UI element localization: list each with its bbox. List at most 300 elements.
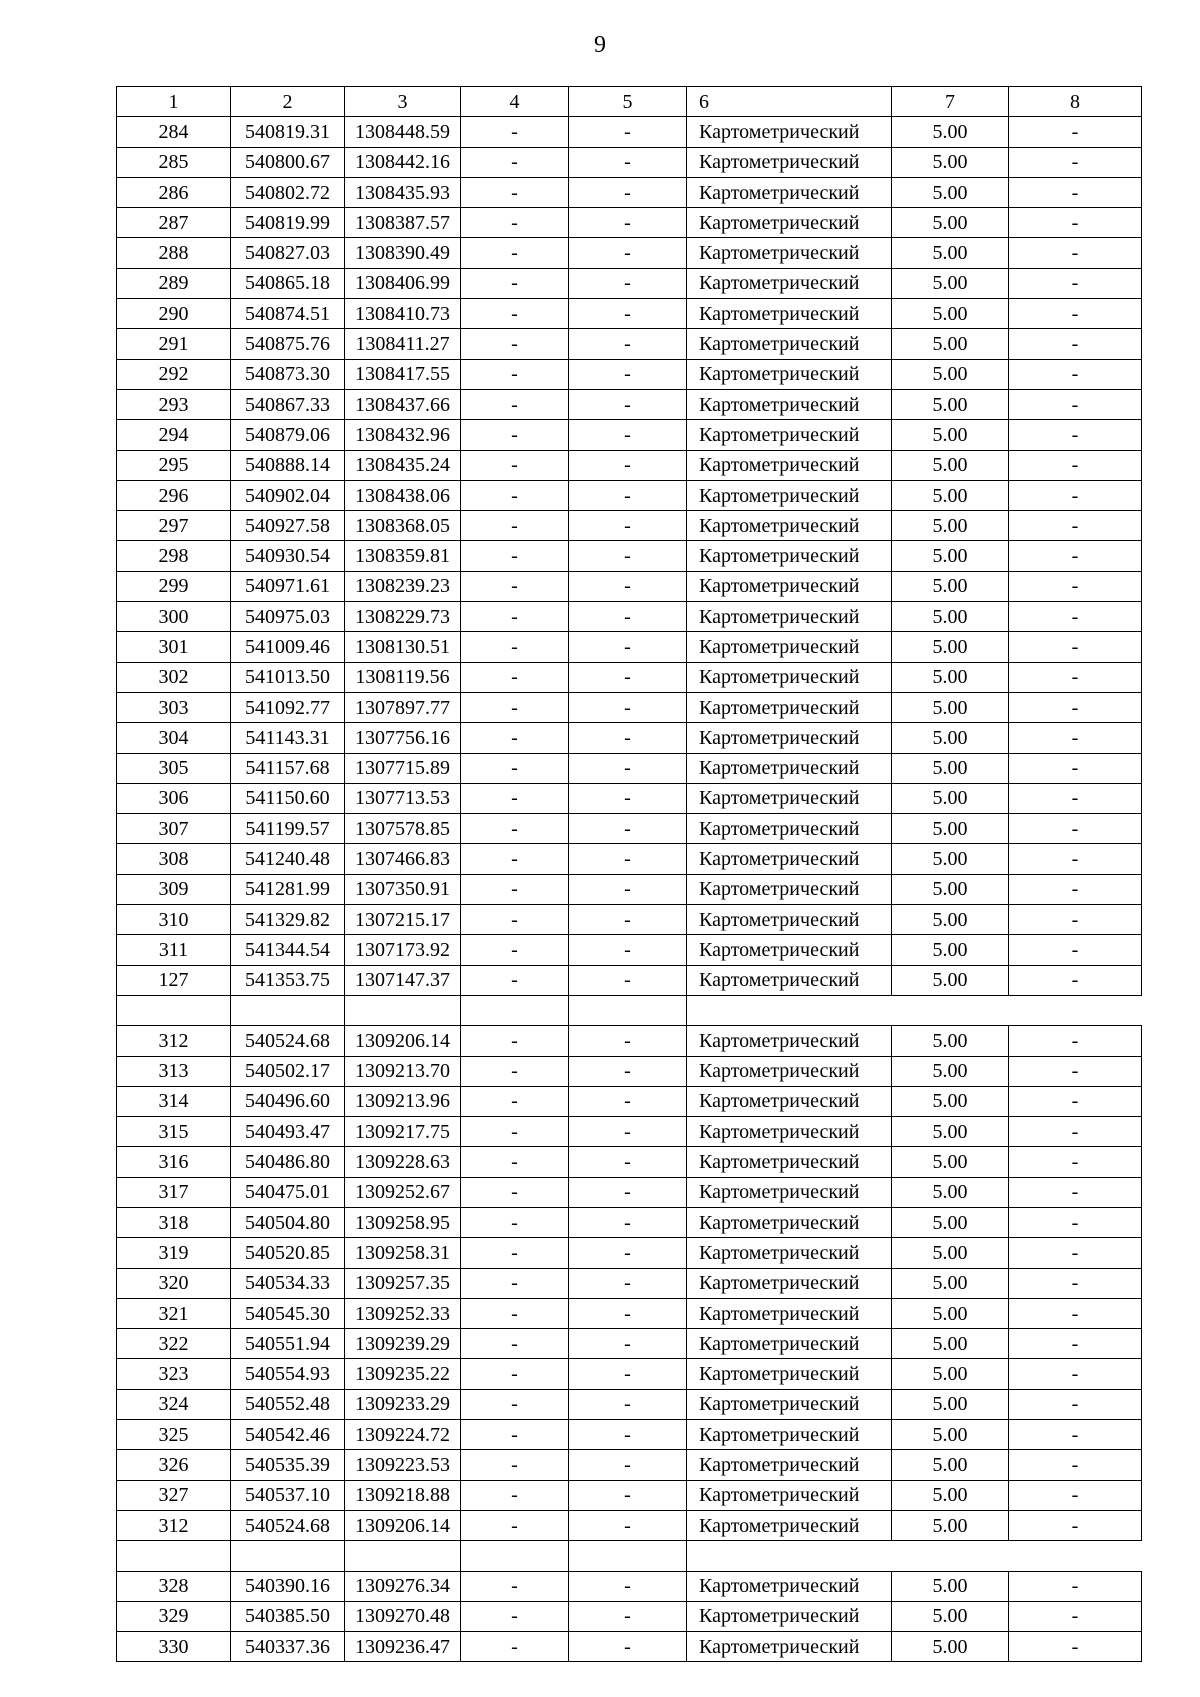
table-cell: 296	[117, 480, 231, 510]
table-row	[117, 1510, 1142, 1540]
table-cell: -	[569, 723, 687, 753]
table-row	[117, 1056, 1142, 1086]
table-cell: 306	[117, 783, 231, 813]
table-cell: 540975.03	[231, 602, 345, 632]
table-cell: -	[1009, 783, 1142, 813]
table-cell: 540902.04	[231, 480, 345, 510]
table-cell: Картометрический	[687, 329, 892, 359]
table-cell: -	[461, 1147, 569, 1177]
table-cell: 293	[117, 389, 231, 419]
table-cell: 1309276.34	[345, 1571, 461, 1601]
table-cell: 1308442.16	[345, 147, 461, 177]
table-cell: -	[569, 1207, 687, 1237]
table-cell: 1309217.75	[345, 1117, 461, 1147]
table-cell: -	[461, 450, 569, 480]
table-cell: 1308359.81	[345, 541, 461, 571]
table-cell: 5.00	[892, 1177, 1009, 1207]
table-cell: -	[569, 1450, 687, 1480]
table-row	[117, 359, 1142, 389]
table-cell: Картометрический	[687, 1086, 892, 1116]
table-cell: 1309213.70	[345, 1056, 461, 1086]
table-cell: 541013.50	[231, 662, 345, 692]
header-cell: 6	[687, 87, 892, 117]
table-cell: -	[1009, 1268, 1142, 1298]
table-cell: 326	[117, 1450, 231, 1480]
table-cell: -	[1009, 299, 1142, 329]
table-cell: -	[569, 450, 687, 480]
table-cell: 540879.06	[231, 420, 345, 450]
table-row	[117, 632, 1142, 662]
table-row	[117, 1329, 1142, 1359]
table-cell: -	[569, 1601, 687, 1631]
table-cell: 5.00	[892, 1026, 1009, 1056]
table-cell: 1309257.35	[345, 1268, 461, 1298]
table-cell: -	[461, 420, 569, 450]
table-cell: 5.00	[892, 177, 1009, 207]
table-cell: Картометрический	[687, 480, 892, 510]
table-cell: 1308406.99	[345, 268, 461, 298]
table-cell: -	[569, 1117, 687, 1147]
table-cell: 323	[117, 1359, 231, 1389]
table-cell: 5.00	[892, 480, 1009, 510]
table-row	[117, 723, 1142, 753]
empty-cell	[569, 1541, 687, 1571]
table-cell: Картометрический	[687, 632, 892, 662]
table-cell: 313	[117, 1056, 231, 1086]
table-cell: 289	[117, 268, 231, 298]
table-row	[117, 1359, 1142, 1389]
table-cell: -	[1009, 329, 1142, 359]
table-cell: -	[569, 147, 687, 177]
table-cell: 1309206.14	[345, 1510, 461, 1540]
table-cell: 541150.60	[231, 783, 345, 813]
table-cell: 1309239.29	[345, 1329, 461, 1359]
table-cell: -	[569, 268, 687, 298]
table-cell: -	[569, 208, 687, 238]
table-cell: Картометрический	[687, 905, 892, 935]
table-cell: 540337.36	[231, 1632, 345, 1662]
table-cell: 5.00	[892, 389, 1009, 419]
table-cell: 286	[117, 177, 231, 207]
table-cell: Картометрический	[687, 692, 892, 722]
table-cell: 309	[117, 874, 231, 904]
table-cell: 541199.57	[231, 814, 345, 844]
table-cell: -	[569, 238, 687, 268]
table-cell: 1308239.23	[345, 571, 461, 601]
table-cell: 1309218.88	[345, 1480, 461, 1510]
table-cell: Картометрический	[687, 268, 892, 298]
empty-cell	[117, 1541, 231, 1571]
table-cell: -	[569, 1056, 687, 1086]
table-cell: Картометрический	[687, 753, 892, 783]
table-cell: 540865.18	[231, 268, 345, 298]
table-cell: -	[569, 1632, 687, 1662]
table-cell: -	[569, 935, 687, 965]
table-cell: -	[1009, 1026, 1142, 1056]
table-cell: 1309228.63	[345, 1147, 461, 1177]
table-cell: Картометрический	[687, 814, 892, 844]
table-cell: 1308410.73	[345, 299, 461, 329]
table-cell: 127	[117, 965, 231, 995]
table-cell: 5.00	[892, 723, 1009, 753]
table-cell: -	[461, 632, 569, 662]
table-cell: 1308417.55	[345, 359, 461, 389]
table-cell: 291	[117, 329, 231, 359]
table-cell: Картометрический	[687, 1601, 892, 1631]
table-cell: 5.00	[892, 238, 1009, 268]
table-row	[117, 238, 1142, 268]
table-cell: 1308130.51	[345, 632, 461, 662]
table-cell: Картометрический	[687, 450, 892, 480]
table-cell: -	[461, 480, 569, 510]
table-cell: -	[461, 935, 569, 965]
table-cell: 5.00	[892, 844, 1009, 874]
table-cell: 540390.16	[231, 1571, 345, 1601]
table-cell: Картометрический	[687, 1207, 892, 1237]
table-cell: 540502.17	[231, 1056, 345, 1086]
table-cell: 1309206.14	[345, 1026, 461, 1056]
table-cell: 540875.76	[231, 329, 345, 359]
table-cell: 5.00	[892, 329, 1009, 359]
table-cell: -	[569, 662, 687, 692]
table-cell: -	[461, 1359, 569, 1389]
table-cell: 5.00	[892, 208, 1009, 238]
table-cell: 320	[117, 1268, 231, 1298]
table-cell: 310	[117, 905, 231, 935]
table-cell: -	[569, 753, 687, 783]
table-cell: -	[569, 1389, 687, 1419]
table-cell: Картометрический	[687, 1389, 892, 1419]
table-cell: 304	[117, 723, 231, 753]
table-cell: Картометрический	[687, 965, 892, 995]
table-cell: Картометрический	[687, 1632, 892, 1662]
table-cell: -	[461, 177, 569, 207]
table-cell: -	[569, 965, 687, 995]
table-cell: -	[1009, 1510, 1142, 1540]
table-cell: -	[569, 905, 687, 935]
table-cell: Картометрический	[687, 1329, 892, 1359]
table-cell: 1308448.59	[345, 117, 461, 147]
table-cell: 5.00	[892, 117, 1009, 147]
table-cell: -	[461, 359, 569, 389]
table-cell: 1308387.57	[345, 208, 461, 238]
table-row	[117, 480, 1142, 510]
table-cell: -	[461, 723, 569, 753]
table-cell: -	[461, 753, 569, 783]
table-cell: Картометрический	[687, 147, 892, 177]
table-cell: -	[1009, 511, 1142, 541]
table-cell: -	[461, 692, 569, 722]
table-cell: 1309258.95	[345, 1207, 461, 1237]
table-cell: 540542.46	[231, 1420, 345, 1450]
table-cell: 1307897.77	[345, 692, 461, 722]
table-row	[117, 662, 1142, 692]
table-cell: 1308390.49	[345, 238, 461, 268]
table-cell: 325	[117, 1420, 231, 1450]
coordinates-table	[116, 86, 1142, 1662]
table-cell: 540552.48	[231, 1389, 345, 1419]
table-cell: 288	[117, 238, 231, 268]
table-cell: 5.00	[892, 541, 1009, 571]
table-cell: -	[569, 1480, 687, 1510]
table-cell: Картометрический	[687, 1510, 892, 1540]
header-cell: 7	[892, 87, 1009, 117]
table-cell: -	[1009, 420, 1142, 450]
table-cell: 1309258.31	[345, 1238, 461, 1268]
table-cell: 540385.50	[231, 1601, 345, 1631]
table-cell: -	[461, 541, 569, 571]
table-cell: -	[461, 1601, 569, 1631]
table-cell: 5.00	[892, 905, 1009, 935]
table-cell: 327	[117, 1480, 231, 1510]
table-cell: 285	[117, 147, 231, 177]
table-cell: -	[1009, 753, 1142, 783]
table-cell: 298	[117, 541, 231, 571]
table-cell: -	[461, 268, 569, 298]
table-row	[117, 1147, 1142, 1177]
table-cell: 284	[117, 117, 231, 147]
table-cell: Картометрический	[687, 935, 892, 965]
table-cell: -	[569, 692, 687, 722]
table-cell: 5.00	[892, 1510, 1009, 1540]
table-cell: -	[461, 965, 569, 995]
table-cell: 1307350.91	[345, 874, 461, 904]
table-cell: 1309224.72	[345, 1420, 461, 1450]
table-cell: 300	[117, 602, 231, 632]
table-row	[117, 389, 1142, 419]
table-cell: Картометрический	[687, 602, 892, 632]
table-row	[117, 1268, 1142, 1298]
table-cell: 5.00	[892, 1238, 1009, 1268]
table-cell: 5.00	[892, 1389, 1009, 1419]
table-cell: 5.00	[892, 1147, 1009, 1177]
table-cell: 5.00	[892, 359, 1009, 389]
table-cell: 5.00	[892, 602, 1009, 632]
table-cell: 1308437.66	[345, 389, 461, 419]
table-cell: 5.00	[892, 1420, 1009, 1450]
table-cell: -	[569, 1420, 687, 1450]
table-cell: 287	[117, 208, 231, 238]
table-row	[117, 692, 1142, 722]
table-row	[117, 1480, 1142, 1510]
table-cell: 328	[117, 1571, 231, 1601]
table-cell: 5.00	[892, 1632, 1009, 1662]
table-cell: -	[461, 147, 569, 177]
table-cell: -	[1009, 1450, 1142, 1480]
table-row	[117, 814, 1142, 844]
table-cell: 299	[117, 571, 231, 601]
table-cell: Картометрический	[687, 1268, 892, 1298]
table-row	[117, 1420, 1142, 1450]
table-cell: -	[569, 844, 687, 874]
table-cell: -	[569, 299, 687, 329]
table-cell: 315	[117, 1117, 231, 1147]
table-row	[117, 571, 1142, 601]
table-cell: 540524.68	[231, 1510, 345, 1540]
table-cell: -	[1009, 723, 1142, 753]
table-cell: -	[461, 1632, 569, 1662]
header-cell: 8	[1009, 87, 1142, 117]
table-cell: -	[1009, 268, 1142, 298]
table-cell: 5.00	[892, 511, 1009, 541]
table-cell: 5.00	[892, 1086, 1009, 1116]
table-cell: 308	[117, 844, 231, 874]
table-cell: 1309236.47	[345, 1632, 461, 1662]
table-cell: -	[1009, 571, 1142, 601]
table-cell: 1308438.06	[345, 480, 461, 510]
table-cell: 540800.67	[231, 147, 345, 177]
table-cell: 1309235.22	[345, 1359, 461, 1389]
table-cell: Картометрический	[687, 783, 892, 813]
table-cell: -	[569, 1177, 687, 1207]
table-cell: 302	[117, 662, 231, 692]
table-cell: -	[461, 1510, 569, 1540]
table-cell: 540867.33	[231, 389, 345, 419]
table-cell: 5.00	[892, 935, 1009, 965]
table-cell: -	[461, 874, 569, 904]
table-cell: 5.00	[892, 1298, 1009, 1328]
empty-cell	[892, 995, 1009, 1025]
table-cell: 540927.58	[231, 511, 345, 541]
table-cell: -	[1009, 1389, 1142, 1419]
table-cell: 540888.14	[231, 450, 345, 480]
table-cell: Картометрический	[687, 541, 892, 571]
table-cell: -	[1009, 480, 1142, 510]
table-cell: 5.00	[892, 450, 1009, 480]
table-cell: -	[1009, 1207, 1142, 1237]
table-row	[117, 1601, 1142, 1631]
table-cell: Картометрический	[687, 662, 892, 692]
table-cell: 322	[117, 1329, 231, 1359]
table-cell: 1308435.93	[345, 177, 461, 207]
table-cell: -	[461, 783, 569, 813]
empty-cell	[461, 995, 569, 1025]
table-cell: -	[1009, 1571, 1142, 1601]
table-cell: -	[569, 632, 687, 662]
table-cell: 5.00	[892, 1359, 1009, 1389]
table-row	[117, 1117, 1142, 1147]
table-cell: -	[461, 238, 569, 268]
empty-cell	[687, 995, 892, 1025]
table-cell: 540493.47	[231, 1117, 345, 1147]
table-cell: 540551.94	[231, 1329, 345, 1359]
table-cell: Картометрический	[687, 177, 892, 207]
table-cell: -	[461, 1420, 569, 1450]
table-cell: -	[1009, 1480, 1142, 1510]
table-row	[117, 965, 1142, 995]
table-cell: -	[569, 874, 687, 904]
table-cell: Картометрический	[687, 238, 892, 268]
table-cell: Картометрический	[687, 1420, 892, 1450]
table-cell: 321	[117, 1298, 231, 1328]
table-row	[117, 299, 1142, 329]
table-cell: 5.00	[892, 268, 1009, 298]
table-cell: -	[461, 299, 569, 329]
table-cell: -	[569, 1238, 687, 1268]
table-cell: 1309252.33	[345, 1298, 461, 1328]
table-cell: 1308435.24	[345, 450, 461, 480]
table-cell: 5.00	[892, 965, 1009, 995]
table-cell: -	[569, 1298, 687, 1328]
table-cell: -	[569, 480, 687, 510]
table-cell: 1307713.53	[345, 783, 461, 813]
empty-cell	[231, 1541, 345, 1571]
table-cell: 541240.48	[231, 844, 345, 874]
table-row	[117, 329, 1142, 359]
table-cell: 297	[117, 511, 231, 541]
table-cell: Картометрический	[687, 874, 892, 904]
table-cell: 312	[117, 1510, 231, 1540]
table-cell: 540504.80	[231, 1207, 345, 1237]
table-cell: -	[1009, 844, 1142, 874]
table-cell: -	[461, 117, 569, 147]
table-cell: -	[569, 1329, 687, 1359]
table-cell: -	[461, 1329, 569, 1359]
table-cell: -	[461, 1298, 569, 1328]
table-cell: -	[461, 1086, 569, 1116]
table-cell: -	[461, 814, 569, 844]
table-row	[117, 874, 1142, 904]
table-row	[117, 602, 1142, 632]
table-cell: 312	[117, 1026, 231, 1056]
table-cell: -	[1009, 1329, 1142, 1359]
table-cell: 1309213.96	[345, 1086, 461, 1116]
header-cell: 4	[461, 87, 569, 117]
table-cell: -	[461, 1450, 569, 1480]
table-cell: 292	[117, 359, 231, 389]
table-cell: -	[569, 329, 687, 359]
table-row	[117, 1450, 1142, 1480]
table-row	[117, 1238, 1142, 1268]
empty-cell	[231, 995, 345, 1025]
table-cell: -	[461, 208, 569, 238]
table-cell: 5.00	[892, 874, 1009, 904]
empty-cell	[117, 995, 231, 1025]
table-cell: 307	[117, 814, 231, 844]
table-cell: 541329.82	[231, 905, 345, 935]
table-cell: 5.00	[892, 1268, 1009, 1298]
table-cell: 316	[117, 1147, 231, 1177]
empty-cell	[569, 995, 687, 1025]
table-cell: -	[1009, 602, 1142, 632]
empty-cell	[892, 1541, 1009, 1571]
table-cell: -	[461, 905, 569, 935]
table-cell: -	[1009, 541, 1142, 571]
table-cell: Картометрический	[687, 1571, 892, 1601]
table-cell: -	[1009, 450, 1142, 480]
table-cell: -	[1009, 1056, 1142, 1086]
separator-row	[117, 995, 1142, 1025]
table-cell: -	[461, 571, 569, 601]
header-cell: 2	[231, 87, 345, 117]
table-cell: 5.00	[892, 1601, 1009, 1631]
table-cell: 541353.75	[231, 965, 345, 995]
table-cell: -	[1009, 965, 1142, 995]
table-row	[117, 905, 1142, 935]
table-cell: 1307715.89	[345, 753, 461, 783]
table-cell: Картометрический	[687, 1056, 892, 1086]
table-cell: Картометрический	[687, 359, 892, 389]
table-row	[117, 935, 1142, 965]
table-cell: 540524.68	[231, 1026, 345, 1056]
table-cell: -	[461, 602, 569, 632]
table-cell: 1307578.85	[345, 814, 461, 844]
table-cell: Картометрический	[687, 299, 892, 329]
table-cell: 540534.33	[231, 1268, 345, 1298]
table-cell: 1309270.48	[345, 1601, 461, 1631]
table-cell: -	[461, 1177, 569, 1207]
table-cell: 540496.60	[231, 1086, 345, 1116]
